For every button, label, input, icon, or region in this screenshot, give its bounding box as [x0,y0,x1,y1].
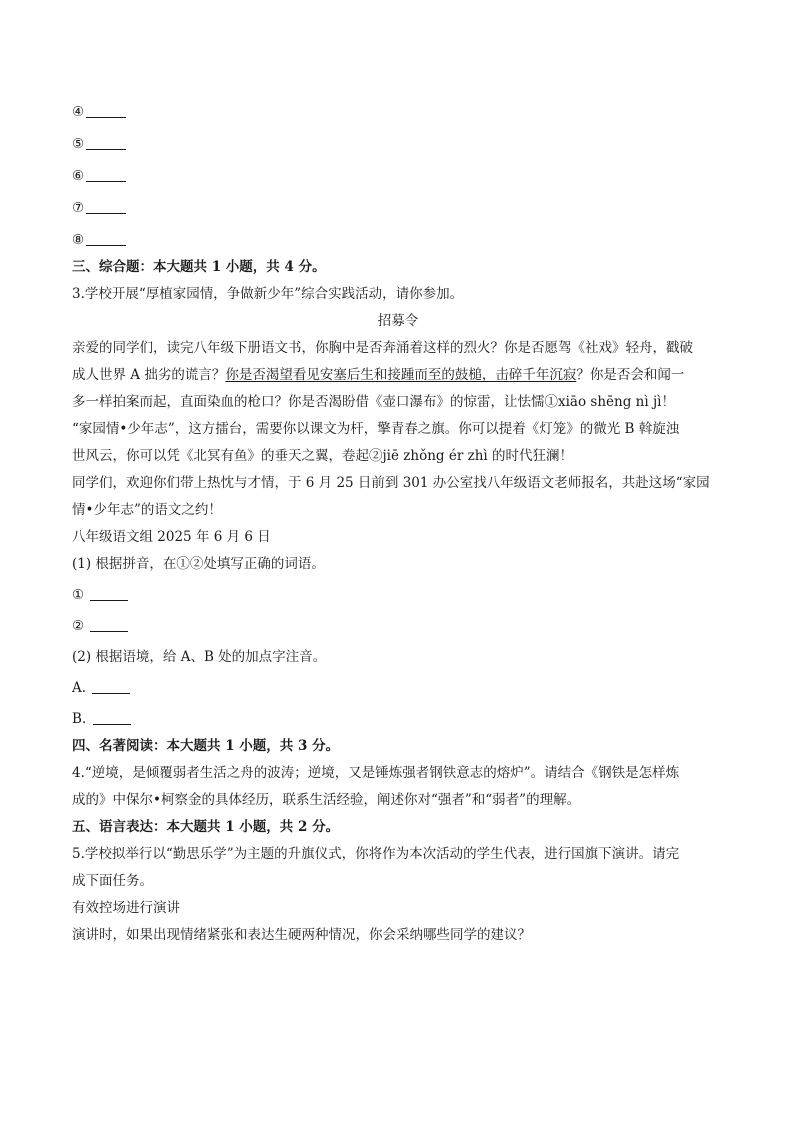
answer-blank-circle-1: ① [72,582,724,609]
question-3-stem: 3.学校开展“厚植家园情，争做新少年”综合实践活动，请你参加。 [72,286,464,302]
answer-line[interactable] [93,710,131,725]
notice-paragraph-2-line-1: “家园情•少年志”，这方擂台，需要你以课文为杆，擎青春之旗。你可以提着《灯笼》的微光 B 斡旋浊 [72,421,680,437]
question-4-line-2: 成的》中保尔•柯察金的具体经历，联系生活经验，阐述你对“强者”和“弱者”的理解。 [72,792,581,808]
blank-marker: ⑥ [72,168,85,184]
question-4-line-1: 4.“逆境，是倾覆弱者生活之舟的波涛；逆境，又是锤炼强者钢铁意志的熔炉”。请结合《钢铁是怎样炼 [72,765,680,781]
section-heading-3: 三、综合题：本大题共 1 小题，共 4 分。 [72,259,326,275]
section-heading-5: 五、语言表达：本大题共 1 小题，共 2 分。 [72,819,340,835]
answer-blank-4 [72,98,724,126]
answer-blank-b: B. [72,706,724,733]
answer-line[interactable] [90,617,128,632]
answer-blank-7 [72,194,724,222]
task-title: 有效控场进行演讲 [72,900,180,916]
answer-line[interactable] [92,679,130,694]
blank-marker: ⑧ [72,232,85,248]
answer-line[interactable] [86,231,126,246]
blank-marker: ⑤ [72,136,85,152]
underlined-sentence: 你是否渴望看见安塞后生和接踵而至的鼓槌，击碎千年沉寂 [225,367,577,383]
notice-paragraph-3-line-2: 情•少年志”的语文之约！ [72,502,222,518]
notice-title: 招募令 [377,313,419,329]
blank-marker: ④ [72,104,85,120]
sub-question-2: (2) 根据语境，给 A、B 处的加点字注音。 [72,649,327,665]
blank-marker: ⑦ [72,200,85,216]
answer-line[interactable] [86,199,126,214]
question-5-line-1: 5.学校拟举行以“勤思乐学”为主题的升旗仪式，你将作为本次活动的学生代表，进行国旗下演讲。请完 [72,846,680,862]
answer-line[interactable] [86,135,126,150]
sub-question-1: (1) 根据拼音，在①②处填写正确的词语。 [72,556,325,572]
notice-paragraph-1-line-3: 多一样拍案而起，直面染血的枪口？你是否渴盼借《壶口瀑布》的惊雷，让怯懦①xiāo shēng nì jì！ [72,394,675,410]
answer-blank-6 [72,162,724,190]
notice-paragraph-2-line-2: 世风云，你可以凭《北冥有鱼》的垂天之翼，卷起②jiē zhǒng ér zhì 的时代狂澜！ [72,448,573,464]
answer-line[interactable] [86,167,126,182]
question-5-line-2: 成下面任务。 [72,873,153,889]
answer-blank-8 [72,226,724,254]
notice-paragraph-3-line-1: 同学们，欢迎你们带上热忱与才情，于 6 月 25 日前到 301 办公室找八年级语文老师报名，共赴这场“家园 [72,475,710,491]
notice-paragraph-1-line-1: 亲爱的同学们，读完八年级下册语文书，你胸中是否奔涌着这样的烈火？你是否愿驾《社戏》轻舟，戳破 [72,340,693,356]
answer-line[interactable] [86,103,126,118]
answer-blank-a: A. [72,675,724,702]
exam-page [72,98,724,949]
notice-paragraph-1-line-2: 成人世界 A 拙劣的谎言？你是否渴望看见安塞后生和接踵而至的鼓槌，击碎千年沉寂？你是否会和闻一 [72,367,685,383]
answer-blank-5 [72,130,724,158]
answer-line[interactable] [90,586,128,601]
answer-blank-circle-2: ② [72,613,724,640]
section-heading-4: 四、名著阅读：本大题共 1 小题，共 3 分。 [72,738,340,754]
notice-signature: 八年级语文组 2025 年 6 月 6 日 [72,529,271,545]
task-question: 演讲时，如果出现情绪紧张和表达生硬两种情况，你会采纳哪些同学的建议？ [72,927,531,943]
